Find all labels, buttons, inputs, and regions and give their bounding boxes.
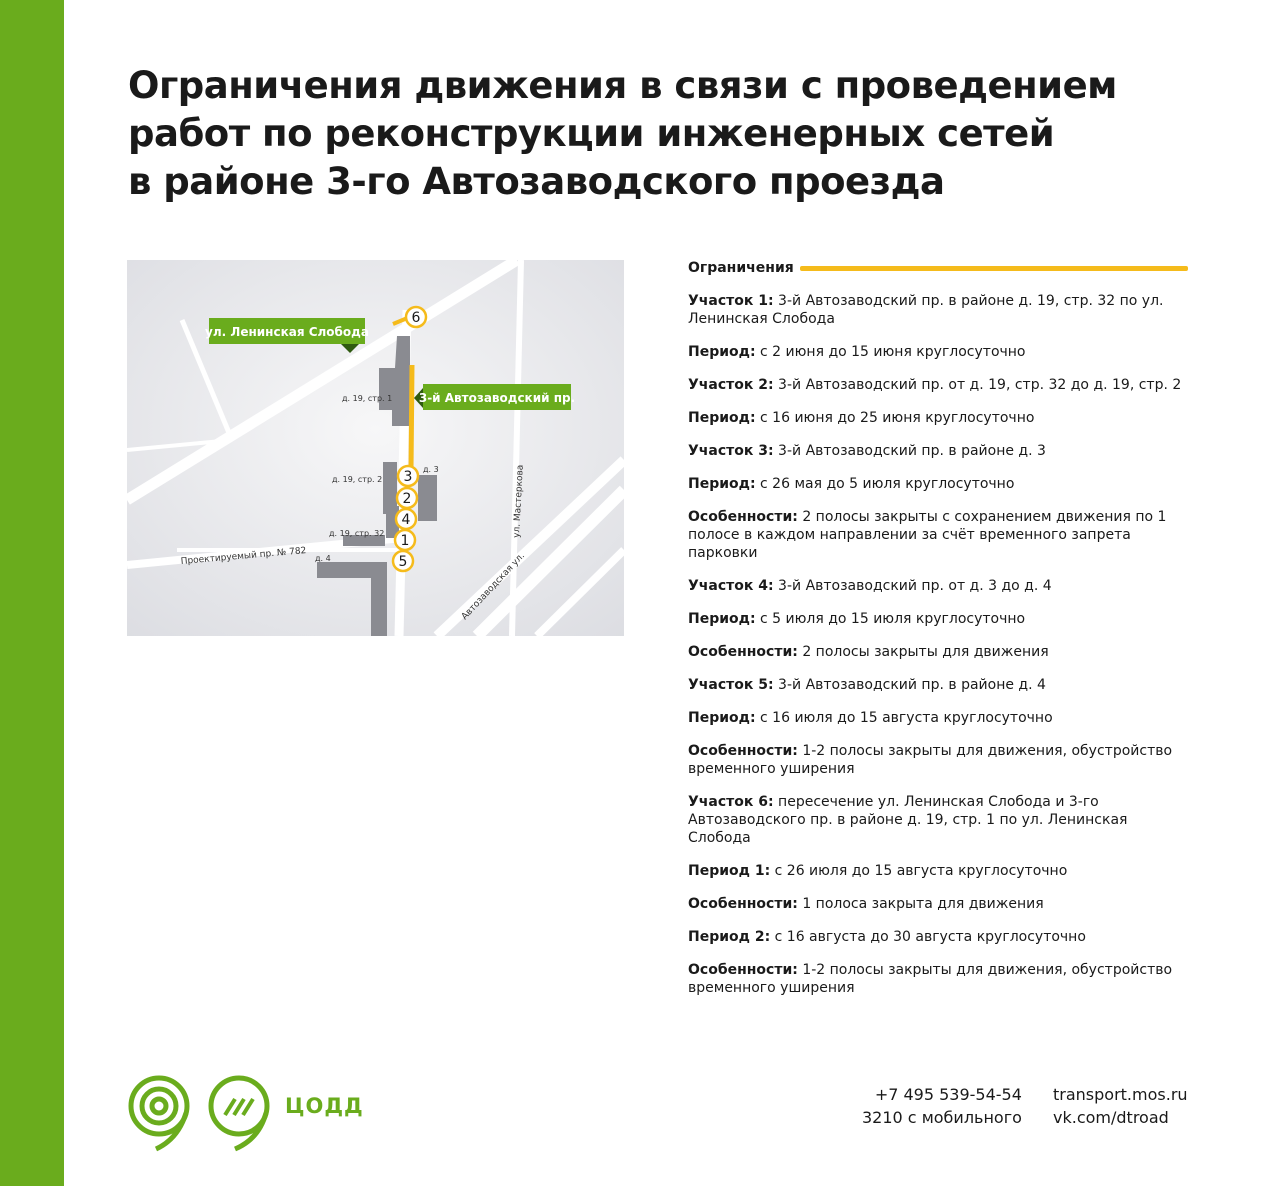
marker-5	[393, 551, 413, 571]
website-link[interactable]: transport.mos.ru	[1053, 1085, 1188, 1104]
svg-text:1: 1	[400, 533, 410, 549]
marker-3	[398, 466, 418, 486]
footer-links	[1053, 1083, 1188, 1129]
callout-avtozavodsky	[414, 384, 575, 410]
footer-contacts	[862, 1083, 1022, 1129]
marker-4	[396, 509, 416, 529]
codd-logo-icon	[205, 1073, 273, 1157]
restrictions-list	[688, 258, 1188, 1012]
list-item: Особенности: 2 полосы закрыты для движения	[688, 644, 1049, 660]
svg-text:3: 3	[403, 469, 413, 485]
mobile-number: 3210 с мобильного	[862, 1108, 1022, 1127]
svg-text:ул. Мастеркова: ул. Мастеркова	[512, 464, 526, 539]
svg-text:д. 19, стр. 32: д. 19, стр. 32	[329, 529, 385, 538]
codd-brand-text: ЦОДД	[285, 1094, 364, 1118]
svg-text:3-й Автозаводский пр.: 3-й Автозаводский пр.	[418, 391, 576, 405]
area-map	[127, 260, 624, 636]
left-green-stripe	[0, 0, 64, 1186]
svg-text:д. 3: д. 3	[423, 465, 439, 474]
list-item: Период: с 16 июня до 25 июня круглосуточно	[688, 410, 1035, 426]
restrictions-heading	[688, 258, 1188, 278]
restrictions-heading-rule	[800, 266, 1188, 271]
list-item: Участок 3: 3-й Автозаводский пр. в районе д. 3	[688, 443, 1046, 459]
list-item: Период 1: с 26 июля до 15 августа круглосуточно	[688, 863, 1068, 879]
list-item: Участок 4: 3-й Автозаводский пр. от д. 3 до д. 4	[688, 578, 1052, 594]
marker-6	[406, 307, 426, 327]
marker-2	[397, 488, 417, 508]
svg-text:д. 19, стр. 1: д. 19, стр. 1	[342, 394, 393, 403]
restrictions-heading-label: Ограничения	[688, 260, 794, 276]
svg-text:6: 6	[411, 310, 421, 326]
list-item: Особенности: 1 полоса закрыта для движения	[688, 896, 1044, 912]
list-item: Особенности: 1-2 полосы закрыты для движения, обустройство временного уширения	[688, 743, 1173, 777]
map-svg	[127, 260, 624, 636]
building-3	[418, 475, 437, 521]
restriction-line	[411, 365, 412, 470]
svg-text:д. 19, стр. 2: д. 19, стр. 2	[332, 475, 383, 484]
svg-text:ул. Ленинская Слобода: ул. Ленинская Слобода	[205, 325, 369, 339]
list-item: Участок 2: 3-й Автозаводский пр. от д. 19, стр. 32 до д. 19, стр. 2	[688, 377, 1182, 393]
list-item: Особенности: 1-2 полосы закрыты для движения, обустройство временного уширения	[688, 962, 1173, 996]
list-item: Особенности: 2 полосы закрыты с сохранением движения по 1 полосе в каждом направлении за счёт временного запрета парковки	[688, 509, 1167, 561]
title-line-2: работ по реконструкции инженерных сетей	[128, 112, 1055, 155]
list-item: Участок 1: 3-й Автозаводский пр. в районе д. 19, стр. 32 по ул. Ленинская Слобода	[688, 293, 1164, 327]
list-item: Период: с 26 мая до 5 июля круглосуточно	[688, 476, 1015, 492]
svg-text:5: 5	[398, 554, 408, 570]
svg-text:4: 4	[401, 512, 411, 528]
list-item: Участок 6: пересечение ул. Ленинская Слобода и 3-го Автозаводского пр. в районе д. 19, стр. 1 по ул. Ленинская Слобода	[688, 794, 1128, 846]
list-item: Период: с 2 июня до 15 июня круглосуточно	[688, 344, 1026, 360]
svg-text:Автозаводская ул.: Автозаводская ул.	[459, 551, 527, 623]
list-item: Период: с 5 июля до 15 июля круглосуточно	[688, 611, 1026, 627]
page-title	[128, 62, 1208, 206]
phone-number[interactable]: +7 495 539-54-54	[874, 1085, 1022, 1104]
title-line-3: в районе 3-го Автозаводского проезда	[128, 160, 945, 203]
moscow-transport-logo-icon	[126, 1073, 192, 1157]
title-line-1: Ограничения движения в связи с проведением	[128, 64, 1117, 107]
marker-1	[395, 530, 415, 550]
list-item: Участок 5: 3-й Автозаводский пр. в районе д. 4	[688, 677, 1046, 693]
svg-text:Проектируемый пр. № 782: Проектируемый пр. № 782	[180, 546, 307, 567]
svg-text:2: 2	[402, 491, 412, 507]
list-item: Период 2: с 16 августа до 30 августа круглосуточно	[688, 929, 1086, 945]
list-item: Период: с 16 июля до 15 августа круглосуточно	[688, 710, 1053, 726]
vk-link[interactable]: vk.com/dtroad	[1053, 1108, 1169, 1127]
svg-text:д. 4: д. 4	[315, 554, 331, 563]
